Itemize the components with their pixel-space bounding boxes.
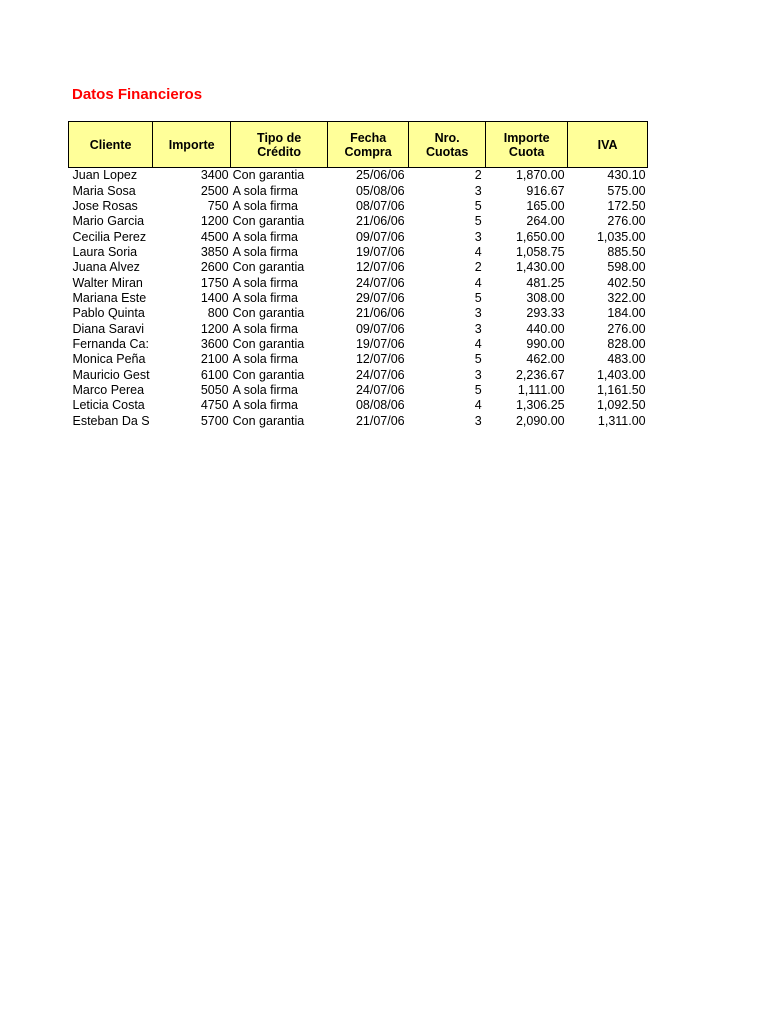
table-row: [69, 398, 648, 413]
cell-importe-cuota[interactable]: 462.00: [526, 352, 565, 367]
cell-tipo-credito[interactable]: Con garantia: [232, 367, 305, 382]
cell-fecha-compra[interactable]: 21/06/06: [355, 306, 405, 321]
cell-fecha-compra[interactable]: 29/07/06: [355, 290, 405, 305]
cell-iva[interactable]: 1,403.00: [596, 367, 646, 382]
cell-tipo-credito[interactable]: Con garantia: [232, 214, 305, 229]
table-row: [69, 337, 648, 352]
cell-nro-cuotas[interactable]: 3: [474, 229, 482, 244]
cell-nro-cuotas[interactable]: 3: [474, 321, 482, 336]
cell-importe-cuota[interactable]: 440.00: [526, 321, 565, 336]
column-header-text: IVA: [597, 137, 618, 152]
column-header-text: Importe: [503, 130, 550, 145]
column-header-text: Fecha: [350, 130, 387, 145]
cell-nro-cuotas[interactable]: 5: [474, 290, 482, 305]
cell-importe-cuota[interactable]: 308.00: [526, 290, 565, 305]
cell-iva[interactable]: 1,092.50: [596, 398, 646, 413]
cell-cliente[interactable]: Mauricio Gest: [72, 367, 150, 382]
cell-importe-cuota[interactable]: 1,650.00: [515, 229, 565, 244]
cell-iva[interactable]: 322.00: [607, 290, 646, 305]
cell-nro-cuotas[interactable]: 3: [474, 183, 482, 198]
table-row: [69, 245, 648, 260]
column-header-nro-cuotas[interactable]: [409, 122, 486, 168]
cell-iva[interactable]: 575.00: [607, 183, 646, 198]
cell-iva[interactable]: 1,161.50: [596, 382, 646, 397]
table-row: [69, 168, 648, 184]
cell-iva[interactable]: 184.00: [607, 306, 646, 321]
cell-importe-cuota[interactable]: 916.67: [526, 183, 565, 198]
cell-tipo-credito[interactable]: A sola firma: [232, 382, 298, 397]
cell-cliente[interactable]: Juan Lopez: [72, 168, 138, 183]
cell-iva[interactable]: 276.00: [607, 214, 646, 229]
cell-tipo-credito[interactable]: Con garantia: [232, 413, 305, 428]
table-row: [69, 352, 648, 367]
cell-importe-cuota[interactable]: 165.00: [526, 198, 565, 213]
table-row: [69, 275, 648, 290]
cell-cliente[interactable]: Cecilia Perez: [72, 229, 147, 244]
table-row: [69, 291, 648, 306]
cell-tipo-credito[interactable]: A sola firma: [232, 229, 298, 244]
cell-fecha-compra[interactable]: 19/07/06: [355, 336, 405, 351]
cell-fecha-compra[interactable]: 08/08/06: [355, 398, 405, 413]
column-header-text: Compra: [344, 144, 392, 159]
table-row: [69, 183, 648, 198]
cell-importe[interactable]: 4500: [200, 229, 229, 244]
cell-iva[interactable]: 402.50: [607, 275, 646, 290]
table-row: [69, 260, 648, 275]
cell-importe[interactable]: 2600: [200, 260, 229, 275]
cell-fecha-compra[interactable]: 24/07/06: [355, 367, 405, 382]
cell-cliente[interactable]: Leticia Costa: [72, 398, 145, 413]
cell-tipo-credito[interactable]: A sola firma: [232, 198, 298, 213]
cell-cliente[interactable]: Esteban Da S: [72, 413, 150, 428]
column-header-text: Nro.: [434, 130, 460, 145]
cell-cliente[interactable]: Juana Alvez: [72, 260, 140, 275]
cell-nro-cuotas[interactable]: 4: [474, 275, 482, 290]
cell-importe[interactable]: 3400: [200, 168, 229, 183]
cell-cliente[interactable]: Walter Miran: [72, 275, 143, 290]
cell-cliente[interactable]: Maria Sosa: [72, 183, 136, 198]
cell-cliente[interactable]: Laura Soria: [72, 244, 138, 259]
cell-nro-cuotas[interactable]: 5: [474, 198, 482, 213]
cell-tipo-credito[interactable]: Con garantia: [232, 306, 305, 321]
table-row: [69, 383, 648, 398]
cell-importe[interactable]: 6100: [200, 367, 229, 382]
cell-iva[interactable]: 598.00: [607, 260, 646, 275]
cell-cliente[interactable]: Diana Saravi: [72, 321, 145, 336]
cell-importe[interactable]: 1200: [200, 321, 229, 336]
header-row: [69, 122, 648, 168]
column-header-iva[interactable]: [568, 122, 648, 168]
column-header-text: Importe: [168, 137, 215, 152]
cell-tipo-credito[interactable]: Con garantia: [232, 260, 305, 275]
cell-tipo-credito[interactable]: A sola firma: [232, 275, 298, 290]
cell-tipo-credito[interactable]: A sola firma: [232, 183, 298, 198]
column-header-cliente[interactable]: [69, 122, 153, 168]
cell-tipo-credito[interactable]: A sola firma: [232, 352, 298, 367]
cell-importe[interactable]: 3600: [200, 336, 229, 351]
cell-fecha-compra[interactable]: 21/06/06: [355, 214, 405, 229]
cell-nro-cuotas[interactable]: 5: [474, 382, 482, 397]
cell-fecha-compra[interactable]: 25/06/06: [355, 168, 405, 183]
cell-fecha-compra[interactable]: 09/07/06: [355, 321, 405, 336]
cell-importe[interactable]: 4750: [200, 398, 229, 413]
cell-importe-cuota[interactable]: 1,306.25: [515, 398, 565, 413]
column-header-text: Cuota: [508, 144, 545, 159]
cell-importe-cuota[interactable]: 1,111.00: [517, 382, 565, 397]
cell-iva[interactable]: 172.50: [607, 198, 646, 213]
cell-nro-cuotas[interactable]: 4: [474, 244, 482, 259]
cell-importe-cuota[interactable]: 1,870.00: [515, 168, 565, 183]
cell-iva[interactable]: 885.50: [607, 244, 646, 259]
column-header-importe[interactable]: [153, 122, 231, 168]
table-row: [69, 214, 648, 229]
cell-nro-cuotas[interactable]: 3: [474, 306, 482, 321]
cell-cliente[interactable]: Pablo Quinta: [72, 306, 145, 321]
cell-importe-cuota[interactable]: 990.00: [526, 336, 565, 351]
cell-importe[interactable]: 5700: [200, 413, 229, 428]
column-header-text: Cuotas: [425, 144, 469, 159]
cell-iva[interactable]: 483.00: [607, 352, 646, 367]
cell-importe-cuota[interactable]: 481.25: [526, 275, 565, 290]
cell-importe[interactable]: 1200: [200, 214, 229, 229]
cell-importe-cuota[interactable]: 293.33: [526, 306, 565, 321]
cell-tipo-credito[interactable]: Con garantia: [232, 336, 305, 351]
cell-importe[interactable]: 1750: [200, 275, 229, 290]
cell-tipo-credito[interactable]: A sola firma: [232, 398, 298, 413]
cell-cliente[interactable]: Jose Rosas: [72, 198, 138, 213]
cell-cliente[interactable]: Marco Perea: [72, 382, 145, 397]
cell-importe[interactable]: 750: [207, 198, 229, 213]
column-header-text: Tipo de: [257, 130, 302, 145]
sheet-title: Datos Financieros: [72, 86, 203, 103]
table-row: [69, 367, 648, 382]
cell-nro-cuotas[interactable]: 3: [474, 367, 482, 382]
cell-iva[interactable]: 430.10: [607, 168, 646, 183]
cell-fecha-compra[interactable]: 24/07/06: [355, 275, 405, 290]
table-row: [69, 199, 648, 214]
column-header-importe-cuota[interactable]: [486, 122, 568, 168]
cell-importe[interactable]: 800: [207, 306, 229, 321]
column-header-text: Crédito: [257, 144, 302, 159]
table-row: [69, 229, 648, 244]
cell-importe-cuota[interactable]: 264.00: [526, 214, 565, 229]
cell-nro-cuotas[interactable]: 5: [474, 214, 482, 229]
cell-cliente[interactable]: Monica Peña: [72, 352, 146, 367]
cell-nro-cuotas[interactable]: 3: [474, 413, 482, 428]
cell-fecha-compra[interactable]: 05/08/06: [355, 183, 405, 198]
cell-tipo-credito[interactable]: A sola firma: [232, 321, 298, 336]
cell-nro-cuotas[interactable]: 2: [474, 260, 482, 275]
cell-fecha-compra[interactable]: 21/07/06: [355, 413, 405, 428]
cell-iva[interactable]: 1,311.00: [597, 413, 646, 428]
column-header-fecha-compra[interactable]: [328, 122, 409, 168]
cell-cliente[interactable]: Mariana Este: [72, 290, 147, 305]
cell-nro-cuotas[interactable]: 2: [474, 168, 482, 183]
cell-nro-cuotas[interactable]: 4: [474, 336, 482, 351]
column-header-tipo-credito[interactable]: [231, 122, 328, 168]
cell-iva[interactable]: 276.00: [607, 321, 646, 336]
cell-fecha-compra[interactable]: 09/07/06: [355, 229, 405, 244]
cell-fecha-compra[interactable]: 08/07/06: [355, 198, 405, 213]
cell-tipo-credito[interactable]: Con garantia: [232, 168, 305, 183]
cell-fecha-compra[interactable]: 12/07/06: [355, 352, 405, 367]
cell-nro-cuotas[interactable]: 4: [474, 398, 482, 413]
table-header: [69, 122, 648, 168]
cell-cliente[interactable]: Fernanda Ca:: [72, 336, 149, 351]
cell-importe[interactable]: 5050: [200, 382, 229, 397]
cell-fecha-compra[interactable]: 12/07/06: [355, 260, 405, 275]
cell-importe-cuota[interactable]: 2,090.00: [515, 413, 565, 428]
table-body: [69, 168, 648, 429]
table-row: [69, 306, 648, 321]
column-header-text: Cliente: [89, 137, 132, 152]
cell-importe-cuota[interactable]: 1,058.75: [515, 244, 565, 259]
cell-iva[interactable]: 1,035.00: [596, 229, 646, 244]
cell-importe-cuota[interactable]: 2,236.67: [515, 367, 565, 382]
cell-fecha-compra[interactable]: 19/07/06: [355, 244, 405, 259]
financial-data-table: [68, 121, 648, 429]
cell-fecha-compra[interactable]: 24/07/06: [355, 382, 405, 397]
cell-tipo-credito[interactable]: A sola firma: [232, 244, 298, 259]
cell-importe[interactable]: 3850: [200, 244, 229, 259]
cell-importe[interactable]: 2500: [200, 183, 229, 198]
cell-cliente[interactable]: Mario Garcia: [72, 214, 145, 229]
cell-importe[interactable]: 2100: [200, 352, 229, 367]
cell-importe-cuota[interactable]: 1,430.00: [515, 260, 565, 275]
cell-tipo-credito[interactable]: A sola firma: [232, 290, 298, 305]
cell-nro-cuotas[interactable]: 5: [474, 352, 482, 367]
cell-importe[interactable]: 1400: [200, 290, 229, 305]
cell-iva[interactable]: 828.00: [607, 336, 646, 351]
table-row: [69, 414, 648, 429]
table-row: [69, 321, 648, 336]
